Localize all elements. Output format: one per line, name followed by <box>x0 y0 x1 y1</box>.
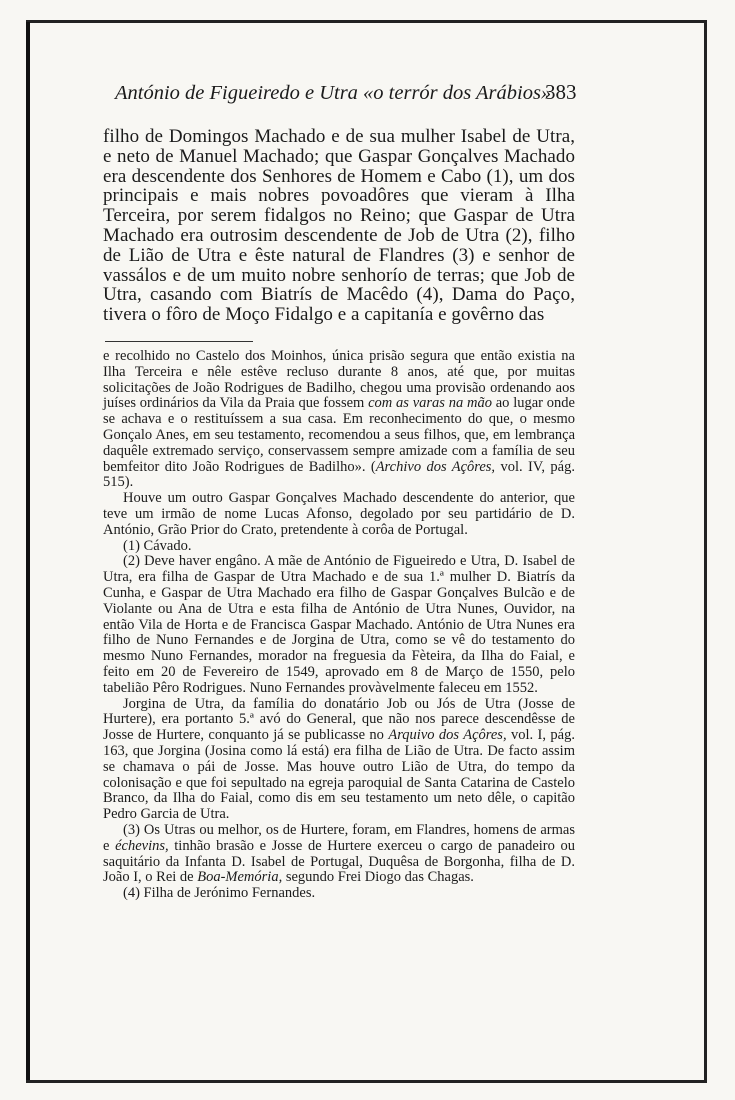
footnote-3 <box>103 823 575 886</box>
page-frame-bottom <box>26 1080 707 1083</box>
page-frame-right <box>704 22 707 1082</box>
footnote-4: (4) Filha de Jerónimo Fernandes. <box>123 885 316 902</box>
footnote-2: (2) Deve haver engâno. A mãe de António de Figueiredo e Utra, D. Isabel de Utra, era filha de Gaspar de Utra Machado e de sua 1.ª mulher D. Biatrís da Cunha, e Gaspar de Utra Machado era filho de Gaspar Gonçalves Bulcão e de Violante ou Ana de Utra e esta filha de António de Utra Nunes, Ouvidor, na então Vila de Horta e de Francisca Gaspar Machado. António de Utra Nunes era filho de Nuno Fernandes e de Jorgina de Utra, como se vê do testamento do mesmo Nuno Fernandes, morador na freguesia da Fèteira, da Ilha do Faial, e feito em 20 de Fevereiro de 1549, aprovado em 8 de Março de 1550, pelo tabelião Pêro Rodrigues. Nuno Fernandes provàvelmente faleceu em 1552. <box>103 553 575 696</box>
footnote-italic: Archivo dos Açôres, <box>375 458 496 475</box>
running-header <box>115 82 590 105</box>
footnote-text: ao lugar onde se achava e o restituíssem a sua casa. Em reconhecimento do que, o mesmo Gonçalo Anes, em seu testamento, recomendou a seus filhos, que, em lembrança daquêle extremado serviço, conservassem sempre amizade com a família de seu bemfeitor dito João Rodrigues de Badilho». ( <box>103 395 575 475</box>
footnote-italic: échevins, <box>115 837 169 854</box>
footnote-text: Jorgina de Utra, da família do donatário Job ou Jós de Utra (Josse de Hurtere), era portanto 5.ª avó do General, que não nos parece descendêsse de Josse de Hurtere, conquanto já se publicasse no <box>103 695 575 744</box>
footnote-continuation <box>103 349 575 491</box>
footnote-text: (3) Os Utras ou melhor, os de Hurtere, foram, em Flandres, homens de armas e <box>103 821 575 854</box>
footnote-text: tinhão brasão e Josse de Hurtere exerceu o cargo de panadeiro ou saquitário da Infanta D. Isabel de Portugal, Duquêsa de Borgonha, filha de D. João I, o Rei de <box>103 837 575 886</box>
footnote-1: (1) Cávado. <box>123 537 192 554</box>
page-number: 383 <box>545 80 577 104</box>
body-paragraph: filho de Domingos Machado e de sua mulher Isabel de Utra, e neto de Manuel Machado; que Gaspar Gonçalves Machado era descendente dos Senhores de Homem e Cabo (1), um dos principais e mais nobres povoadôres que vieram à Ilha Terceira, por serem fidalgos no Reino; que Gaspar de Utra Machado era outrosim descendente de Job de Utra (2), filho de Lião de Utra e êste natural de Flandres (3) e senhor de vassálos e de um muito nobre senhorío de terras; que Job de Utra, casando com Biatrís de Macêdo (4), Dama do Paço, tivera o fôro de Moço Fidalgo e a capitanía e govêrno das <box>103 126 575 326</box>
page-frame-left <box>26 22 30 1082</box>
footnote-paragraph-houve: Houve um outro Gaspar Gonçalves Machado descendente do anterior, que teve um irmão de nome Lucas Afonso, degolado por seu partidário de D. António, Grão Prior do Crato, pretendente à corôa de Portugal. <box>103 490 575 538</box>
running-title: António de Figueiredo e Utra «o terrór dos Arábios» <box>115 82 552 104</box>
page-frame-top <box>26 20 707 23</box>
footnote-italic: Arquivo dos Açôres, <box>388 727 507 744</box>
footnote-italic: com as varas na mão <box>368 395 492 412</box>
footnote-text: vol. I, pág. 163, que Jorgina (Josina como lá está) era filha de Lião de Utra. De facto assim se chamava o pái de Josse. Mas houve outro Lião de Utra, do tempo da colonisação e que foi sepultado na egreja paroquial de Santa Catarina de Castelo Branco, da Ilha do Faial, como dis em seu testamento um neto dêle, o capitão Pedro Garcia de Utra. <box>103 727 575 823</box>
footnote-rule <box>105 341 253 342</box>
footnote-2-continuation <box>103 697 575 823</box>
main-text <box>103 127 575 325</box>
footnote-italic: Boa-Memória, <box>197 869 283 886</box>
footnote-text: e recolhido no Castelo dos Moinhos, única prisão segura que então existia na Ilha Terceira e nêle estêve recluso durante 8 anos, até que, por muitas solicitações de João Rodrigues de Badilho, chegou uma provisão ordenando aos juíses ordinários da Vila da Praia que fossem <box>103 348 575 412</box>
footnotes <box>103 349 575 902</box>
footnote-text: segundo Frei Diogo das Chagas. <box>282 869 474 886</box>
footnote-text: vol. IV, pág. 515). <box>103 458 575 491</box>
